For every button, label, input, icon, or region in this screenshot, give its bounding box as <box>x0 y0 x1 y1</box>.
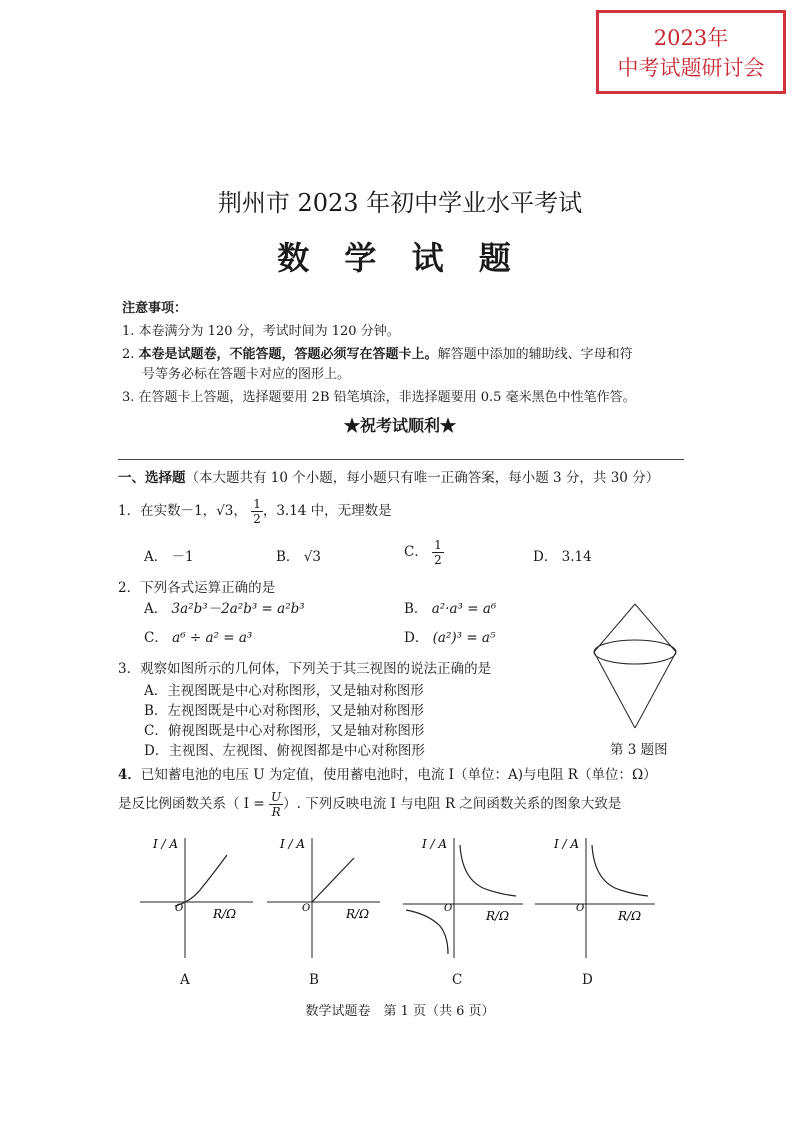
notice-item-2: 2. 本卷是试题卷，不能答题，答题必须写在答题卡上。解答题中添加的辅助线、字母和符 <box>122 347 633 362</box>
x-axis-label: R/Ω <box>618 909 642 923</box>
graph-a-label[interactable]: A <box>180 972 190 988</box>
origin-label: O <box>576 903 585 914</box>
good-luck-banner: ★祝考试顺利★ <box>343 416 456 435</box>
origin-label: O <box>444 903 453 914</box>
x-axis-label: R/Ω <box>346 907 370 921</box>
question-4-line-2: 是反比例函数关系（ I = $\frac{U}{R}$ ）. 下列反映电流 I 与电阻 R 之间函数关系的图象大致是 <box>118 790 622 819</box>
x-axis-label: R/Ω <box>213 907 237 921</box>
curve-q3 <box>406 910 448 954</box>
stamp-year: 2023年 <box>653 26 729 50</box>
curve <box>175 855 227 906</box>
graph-d <box>530 830 660 960</box>
y-axis-label: I / A <box>422 837 448 851</box>
origin-label: O <box>175 903 184 914</box>
graph-b <box>262 830 382 960</box>
q3-option-d[interactable]: D．主视图、左视图、俯视图都是中心对称图形 <box>144 743 425 759</box>
exam-subtitle: 数 学 试 题 <box>277 239 523 277</box>
q1-option-d[interactable]: D． 3.14 <box>533 549 592 565</box>
exam-seminar-stamp <box>596 10 786 94</box>
q2-option-c[interactable]: C． a⁶ ÷ a² = a³ <box>144 630 253 646</box>
notice-heading: 注意事项： <box>122 301 188 316</box>
fraction: $\frac{U}{R}$ <box>271 790 282 819</box>
line <box>312 858 354 902</box>
y-axis-label: I / A <box>280 837 306 851</box>
exam-title: 荆州市 2023 年初中学业水平考试 <box>217 189 583 217</box>
question-3-stem: 3．观察如图所示的几何体，下列关于其三视图的说法正确的是 <box>118 661 492 677</box>
double-cone-figure <box>590 602 680 732</box>
figure-3-caption: 第 3 题图 <box>610 742 668 758</box>
origin-label: O <box>302 903 311 914</box>
graph-c <box>398 830 528 960</box>
q3-option-a[interactable]: A．主视图既是中心对称图形，又是轴对称图形 <box>144 683 424 699</box>
notice-item-3: 3. 在答题卡上答题，选择题要用 2B 铅笔填涂，非选择题要用 0.5 毫米黑色中性笔作答。 <box>122 390 636 405</box>
q2-option-d[interactable]: D． (a²)³ = a⁵ <box>404 630 496 646</box>
section-1-heading: 一、选择题（本大题共有 10 个小题，每小题只有唯一正确答案，每小题 3 分，共 30 分） <box>118 470 660 486</box>
notice-item-1: 1. 本卷满分为 120 分，考试时间为 120 分钟。 <box>122 324 400 339</box>
stamp-text: 中考试题研讨会 <box>617 56 765 80</box>
q2-option-a[interactable]: A． 3a²b³－2a²b³ = a²b³ <box>144 601 305 617</box>
q2-option-b[interactable]: B． a²·a³ = a⁶ <box>404 601 497 617</box>
notice-item-2-cont: 号等务必标在答题卡对应的图形上。 <box>142 367 351 382</box>
question-4-line-1: 4．已知蓄电池的电压 U 为定值，使用蓄电池时，电流 I（单位：A)与电阻 R（单位：Ω） <box>118 767 657 783</box>
graph-c-label[interactable]: C <box>452 972 463 988</box>
graph-a <box>135 830 255 960</box>
graph-b-label[interactable]: B <box>309 972 319 988</box>
q1-option-a[interactable]: A． －1 <box>144 549 194 565</box>
question-1-stem: 1．在实数－1，√3， $\frac{1}{2}$ ，3.14 中，无理数是 <box>118 497 392 526</box>
q1-option-b[interactable]: B． √3 <box>276 549 321 565</box>
y-axis-label: I / A <box>153 837 179 851</box>
curve-q1 <box>592 845 648 896</box>
y-axis-label: I / A <box>554 837 580 851</box>
q1-option-c[interactable]: C． $\frac{1}{2}$ <box>404 538 442 567</box>
q3-option-b[interactable]: B．左视图既是中心对称图形，又是轴对称图形 <box>144 703 424 719</box>
curve-q1 <box>460 845 516 896</box>
section-divider <box>118 459 684 460</box>
question-2-stem: 2．下列各式运算正确的是 <box>118 580 276 596</box>
graph-d-label[interactable]: D <box>582 972 593 988</box>
x-axis-label: R/Ω <box>486 909 510 923</box>
q3-option-c[interactable]: C．俯视图既是中心对称图形，又是轴对称图形 <box>144 723 425 739</box>
page-footer: 数学试题卷 第 1 页（共 6 页） <box>305 1004 495 1019</box>
fraction: $\frac{1}{2}$ <box>253 497 261 526</box>
